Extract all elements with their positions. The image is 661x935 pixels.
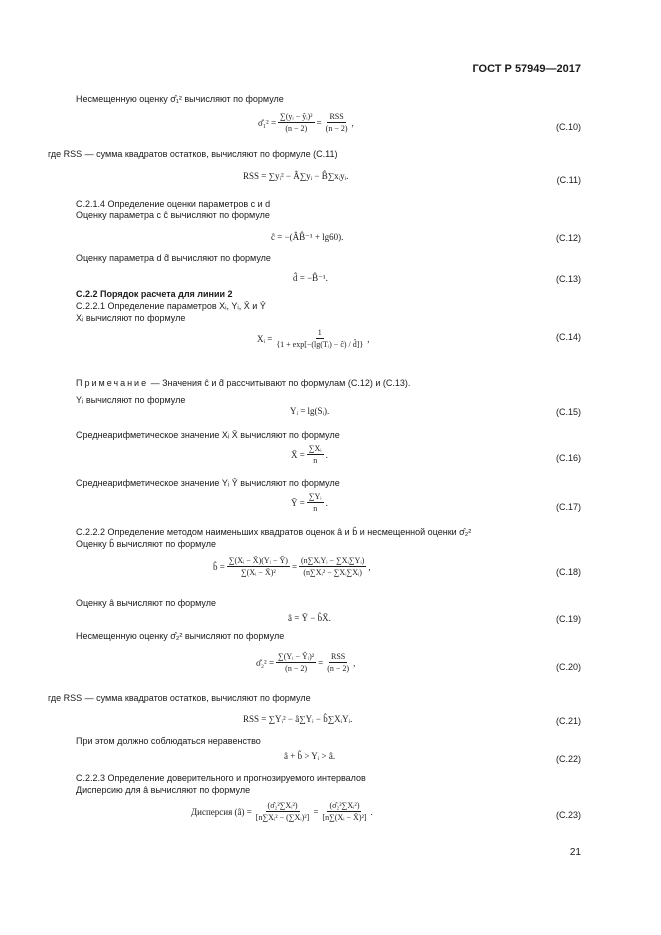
equation-number: (С.15): [555, 407, 581, 417]
equation-number: (С.13): [555, 274, 581, 284]
equation-number: (С.16): [555, 453, 581, 463]
note-text: — Значения ĉ и d̂ рассчитывают по формулам (С.12) и (С.13).: [150, 378, 411, 388]
equation-c12: ĉ = −(ÂB̂⁻¹ + lg60).: [271, 232, 344, 242]
equation-c19: â = Ȳ − b̂X̄.: [288, 613, 331, 623]
text-line: Оценку â вычисляют по формуле: [76, 598, 216, 608]
section-heading: С.2.2 Порядок расчета для линии 2: [76, 289, 233, 299]
section-heading: С.2.1.4 Определение оценки параметров c и d: [76, 199, 271, 209]
document-code: ГОСТ Р 57949—2017: [472, 63, 581, 75]
note-line: [76, 378, 410, 389]
equation-number: (С.18): [555, 567, 581, 577]
section-heading: С.2.2.2 Определение методом наименьших квадратов оценок â и b̂ и несмещенной оценки σ̂₂²: [76, 527, 472, 537]
equation-c14: Xᵢ = $\frac{1}{\text{\{1 + exp[−(lg(Tᵢ) − ĉ) / d̂]\}}}$ ,: [257, 328, 370, 349]
equation-c17: Ȳ = $\frac{\text{∑Yᵢ}}{n}$ .: [291, 492, 328, 513]
equation-c10: σ̂₁² = $\frac{\text{∑(yᵢ − ŷᵢ)²}}{(n - 2)}$ = $\frac{\text{RSS}}{(n - 2)}$ ,: [258, 112, 354, 133]
equation-number: (С.22): [555, 754, 581, 764]
section-heading: С.2.2.3 Определение доверительного и прогнозируемого интервалов: [76, 773, 366, 783]
equation-number: (С.19): [555, 614, 581, 624]
equation-number: (С.14): [555, 332, 581, 342]
text-line: Дисперсию для â вычисляют по формуле: [76, 785, 251, 795]
equation-number: (С.11): [556, 175, 581, 185]
equation-number: (С.10): [555, 122, 581, 132]
note-label: Примечание: [76, 378, 149, 388]
equation-c21: RSS = ∑Yᵢ² − â∑Yᵢ − b̂∑XᵢYᵢ.: [243, 714, 353, 724]
equation-c23: Дисперсия (â) = $\frac{\text{(σ̂₂²∑Xᵢ²)}}{\text{[n∑Xᵢ² − (∑Xᵢ)²]}}$ = $\frac{\text{(σ̂₂²∑Xᵢ²)}}{\text{[n∑(Xᵢ − X̄)²]}}$ .: [191, 801, 373, 822]
equation-number: (С.23): [555, 810, 581, 820]
text-line: При этом должно соблюдаться неравенство: [76, 736, 261, 746]
text-line: Xᵢ вычисляют по формуле: [76, 313, 186, 323]
text-line: Несмещенную оценку σ̂₁² вычисляют по формуле: [76, 94, 284, 104]
text-line: где RSS — сумма квадратов остатков, вычисляют по формуле (С.11): [48, 149, 338, 159]
equation-number: (С.21): [555, 716, 581, 726]
text-line: где RSS — сумма квадратов остатков, вычисляют по формуле: [48, 693, 311, 703]
equation-number: (С.12): [555, 233, 581, 243]
text-line: Оценку b̂ вычисляют по формуле: [76, 539, 216, 549]
equation-number: (С.17): [555, 502, 581, 512]
equation-c11: RSS = ∑yᵢ² − Â∑yᵢ − B̂∑xᵢyᵢ.: [243, 171, 349, 181]
text-line: Несмещенную оценку σ̂₂² вычисляют по формуле: [76, 631, 285, 641]
equation-c22: â + b̂ > Yᵢ > â.: [284, 751, 336, 761]
text-line: Оценку параметра d d̂ вычисляют по формуле: [76, 253, 271, 263]
equation-c20: σ̂₂² = $\frac{\text{∑(Yᵢ − Ŷᵢ)²}}{(n - 2)}$ = $\frac{\text{RSS}}{(n - 2)}$ ,: [256, 652, 356, 673]
equation-c16: X̄ = $\frac{\text{∑Xᵢ}}{n}$ .: [291, 444, 328, 465]
equation-number: (С.20): [555, 662, 581, 672]
page-number: 21: [569, 847, 581, 858]
section-heading: С.2.2.1 Определение параметров Xᵢ, Yᵢ, X̄ и Ȳ: [76, 301, 266, 311]
equation-c15: Yᵢ = lg(Sᵢ).: [290, 406, 330, 416]
text-line: Среднеарифметическое значение Yᵢ Ȳ вычисляют по формуле: [76, 478, 340, 488]
text-line: Среднеарифметическое значение Xᵢ X̄ вычисляют по формуле: [76, 430, 340, 440]
text-line: Yᵢ вычисляют по формуле: [76, 395, 186, 405]
text-line: Оценку параметра c ĉ вычисляют по формуле: [76, 210, 270, 220]
equation-c13: d̂ = −B̂⁻¹.: [293, 273, 328, 283]
equation-c18: b̂ = $\frac{\text{∑(Xᵢ − X̄)(Yᵢ − Ȳ)}}{\text{∑(Xᵢ − X̄)²}}$ = $\frac{\text{(n∑XᵢYᵢ − ∑Xᵢ∑Yᵢ)}}{\text{(n∑Xᵢ² − ∑Xᵢ∑Xᵢ)}}$ ,: [213, 556, 371, 577]
